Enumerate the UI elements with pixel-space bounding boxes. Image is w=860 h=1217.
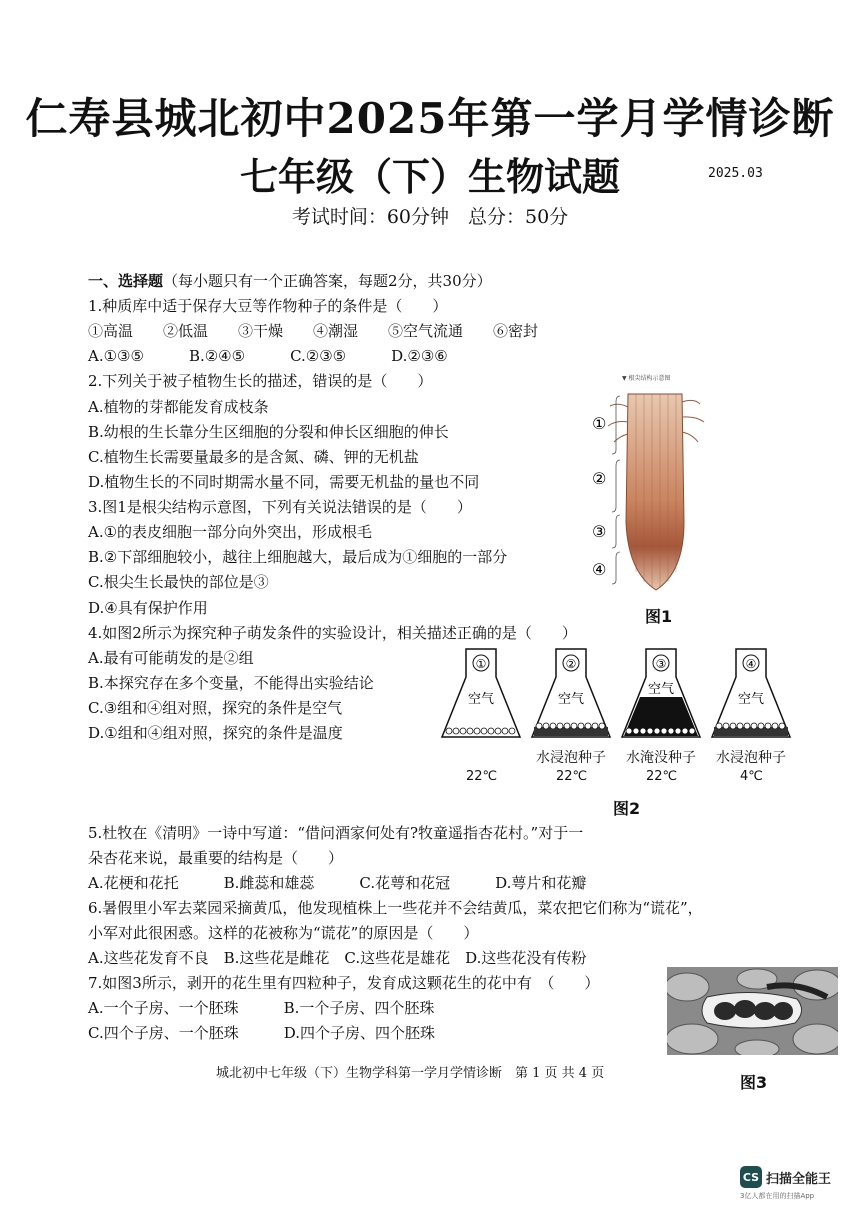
q3-option-a: A.①的表皮细胞一部分向外突出，形成根毛 xyxy=(88,523,373,541)
flask-3 xyxy=(622,649,700,737)
flask2-temp: 22℃ xyxy=(556,769,588,784)
exam-title: 仁寿县城北初中2025年第一学月学情诊断 xyxy=(25,94,835,143)
q3-option-c: C.根尖生长最快的部位是③ xyxy=(88,573,269,591)
fig1-label-2: ② xyxy=(592,469,607,488)
flask1-temp: 22℃ xyxy=(466,769,498,784)
exam-subtitle: 七年级（下）生物试题 xyxy=(239,154,620,199)
figure3-peanut-photo xyxy=(667,967,838,1055)
flask4-gas: 空气 xyxy=(737,692,765,707)
flask3-gas: 空气 xyxy=(647,682,675,697)
fig1-label-4: ④ xyxy=(592,560,607,579)
q1-stem: 1.种质库中适于保存大豆等作物种子的条件是（ ） xyxy=(88,297,448,315)
flask2-gas: 空气 xyxy=(557,692,585,707)
q2-option-a: A.植物的芽都能发育成枝条 xyxy=(88,398,269,416)
watermark-tagline: 3亿人都在用的扫描App xyxy=(740,1192,815,1200)
q3-option-d: D.④具有保护作用 xyxy=(88,599,208,617)
fig1-label-3: ③ xyxy=(592,522,607,541)
scanner-watermark xyxy=(740,1166,850,1201)
q6-stem-line1: 6.暑假里小军去菜园采摘黄瓜，他发现植株上一些花并不会结黄瓜，菜农把它们称为“谎花”， xyxy=(88,899,703,917)
peanut-image xyxy=(667,967,838,1055)
exam-info: 考试时间：60分钟 总分：50分 xyxy=(291,206,569,228)
q7-stem: 7.如图3所示，剥开的花生里有四粒种子，发育成这颗花生的花中有 （ ） xyxy=(88,974,600,992)
cs-logo-text: CS xyxy=(742,1170,760,1184)
page-footer: 城北初中七年级（下）生物学科第一学月学情诊断 第 1 页 共 4 页 xyxy=(216,1066,605,1081)
fig1-label-1: ① xyxy=(592,414,607,433)
q1-options: A.①③⑤ B.②④⑤ C.②③⑤ D.②③⑥ xyxy=(88,347,448,365)
flask3-number: ③ xyxy=(655,657,667,671)
figure3-caption: 图3 xyxy=(740,1073,768,1092)
flask4-temp: 4℃ xyxy=(740,769,763,784)
q6-stem-line2: 小军对此很困惑。这样的花被称为“谎花”的原因是（ ） xyxy=(88,924,479,942)
q4-stem: 4.如图2所示为探究种子萌发条件的实验设计，相关描述正确的是（ ） xyxy=(88,624,577,642)
flask-1 xyxy=(442,649,520,737)
flask-2 xyxy=(532,649,610,737)
cs-logo-icon xyxy=(740,1166,762,1188)
q3-option-b: B.②下部细胞较小，越往上细胞越大，最后成为①细胞的一部分 xyxy=(88,548,508,566)
section-note: （每小题只有一个正确答案，每题2分，共30分） xyxy=(163,272,492,290)
q4-option-c: C.③组和④组对照，探究的条件是空气 xyxy=(88,699,343,717)
q4-option-d: D.①组和④组对照，探究的条件是温度 xyxy=(88,724,343,742)
flask1-number: ① xyxy=(475,657,487,671)
flask2-label: 水浸泡种子 xyxy=(536,750,606,766)
q2-option-b: B.幼根的生长靠分生区细胞的分裂和伸长区细胞的伸长 xyxy=(88,423,449,441)
q5-options: A.花梗和花托 B.雌蕊和雄蕊 C.花萼和花冠 D.萼片和花瓣 xyxy=(88,874,587,892)
q4-option-b: B.本探究存在多个变量，不能得出实验结论 xyxy=(88,674,374,692)
section-title: 一、选择题 xyxy=(88,272,164,290)
fig1-header-text: ▼ 根尖结构示意图 xyxy=(622,375,671,382)
q7-options-row2: C.四个子房、一个胚珠 D.四个子房、四个胚珠 xyxy=(88,1024,435,1042)
q2-option-d: D.植物生长的不同时期需水量不同，需要无机盐的量也不同 xyxy=(88,473,480,491)
exam-date: 2025.03 xyxy=(708,166,763,181)
figure2-caption: 图2 xyxy=(613,799,641,818)
section-heading xyxy=(88,271,492,291)
flask4-label: 水浸泡种子 xyxy=(716,750,786,766)
flask3-temp: 22℃ xyxy=(646,769,678,784)
q2-stem: 2.下列关于被子植物生长的描述，错误的是（ ） xyxy=(88,372,433,390)
q2-option-c: C.植物生长需要量最多的是含氮、磷、钾的无机盐 xyxy=(88,448,419,466)
watermark-brand: 扫描全能王 xyxy=(766,1171,832,1187)
flask4-number: ④ xyxy=(745,657,757,671)
q1-items: ①高温 ②低温 ③干燥 ④潮湿 ⑤空气流通 ⑥密封 xyxy=(88,322,539,340)
q4-option-a: A.最有可能萌发的是②组 xyxy=(88,649,254,667)
q5-stem-line1: 5.杜牧在《清明》一诗中写道：“借问酒家何处有?牧童遥指杏花村。”对于一 xyxy=(88,824,584,842)
figure1-caption: 图1 xyxy=(645,607,673,626)
root-tip-diagram xyxy=(580,372,730,602)
q3-stem: 3.图1是根尖结构示意图，下列有关说法错误的是（ ） xyxy=(88,498,472,516)
q6-options: A.这些花发育不良 B.这些花是雌花 C.这些花是雄花 D.这些花没有传粉 xyxy=(88,949,587,967)
flask2-number: ② xyxy=(565,657,577,671)
figure1-root-tip xyxy=(580,372,730,602)
q5-stem-line2: 朵杏花来说，最重要的结构是（ ） xyxy=(88,849,344,867)
flask1-gas: 空气 xyxy=(467,692,495,707)
q7-options-row1: A.一个子房、一个胚珠 B.一个子房、四个胚珠 xyxy=(88,999,435,1017)
flask-4 xyxy=(712,649,790,737)
flasks-diagram xyxy=(440,645,800,745)
flask3-label: 水淹没种子 xyxy=(626,750,696,766)
